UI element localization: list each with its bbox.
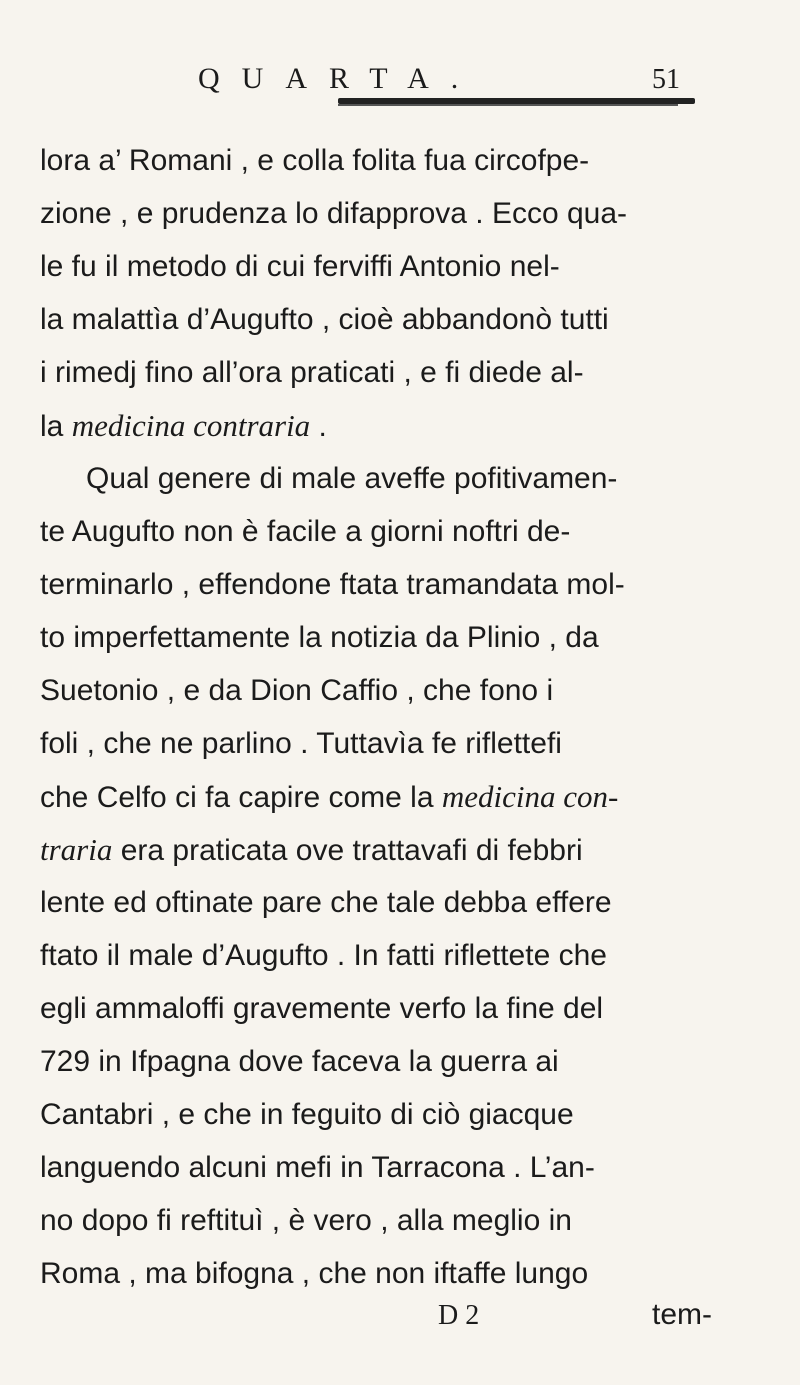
text-line: lora a’ Romani , e colla folita fua circofpe-	[40, 144, 590, 177]
header-rule-thin	[338, 104, 678, 106]
text-line: 729 in Ifpagna dove faceva la guerra ai	[40, 1045, 559, 1078]
italic-phrase: medicina con-	[441, 779, 619, 814]
text-line: ftato il male d’Augufto . In fatti riflettete che	[40, 939, 607, 972]
italic-phrase: traria	[40, 832, 113, 867]
text-line: la medicina contraria .	[40, 408, 327, 443]
text-line: te Augufto non è facile a giorni noftri de-	[40, 515, 571, 548]
text-line: languendo alcuni mefi in Tarracona . L’an-	[40, 1151, 595, 1184]
italic-phrase: medicina contraria	[71, 408, 311, 443]
text-line: Roma , ma bifogna , che non iftaffe lungo	[40, 1257, 589, 1290]
text-line: zione , e prudenza lo difapprova . Ecco qua-	[40, 197, 628, 230]
text-line: che Celfo ci fa capire come la medicina con-	[40, 779, 619, 814]
signature-mark: D 2	[438, 1300, 480, 1331]
text-line: terminarlo , effendone ftata tramandata mol-	[40, 568, 625, 601]
text-line: lente ed oftinate pare che tale debba effere	[40, 886, 612, 919]
text-line: la malattìa d’Augufto , cioè abbandonò tutti	[40, 303, 609, 336]
text-line: le fu il metodo di cui ferviffi Antonio nel-	[40, 250, 560, 283]
text-line: no dopo fi reftituì , è vero , alla meglio in	[40, 1204, 572, 1237]
text-line: traria era praticata ove trattavafi di febbri	[40, 832, 583, 867]
text-line: Cantabri , e che in feguito di ciò giacque	[40, 1098, 574, 1131]
text-line: to imperfettamente la notizia da Plinio , da	[40, 621, 599, 654]
running-head: QUARTA.	[198, 62, 481, 95]
page-number: 51	[652, 64, 680, 95]
catchword: tem-	[652, 1298, 712, 1331]
text-line: foli , che ne parlino . Tuttavìa fe riflettefi	[40, 727, 562, 760]
page-header	[0, 62, 800, 102]
text-line: i rimedj fino all’ora praticati , e fi diede al-	[40, 356, 584, 389]
text-line: Qual genere di male aveffe pofitivamen-	[86, 462, 618, 495]
text-line: Suetonio , e da Dion Caffio , che fono i	[40, 674, 554, 707]
text-line: egli ammaloffi gravemente verfo la fine del	[40, 992, 604, 1025]
